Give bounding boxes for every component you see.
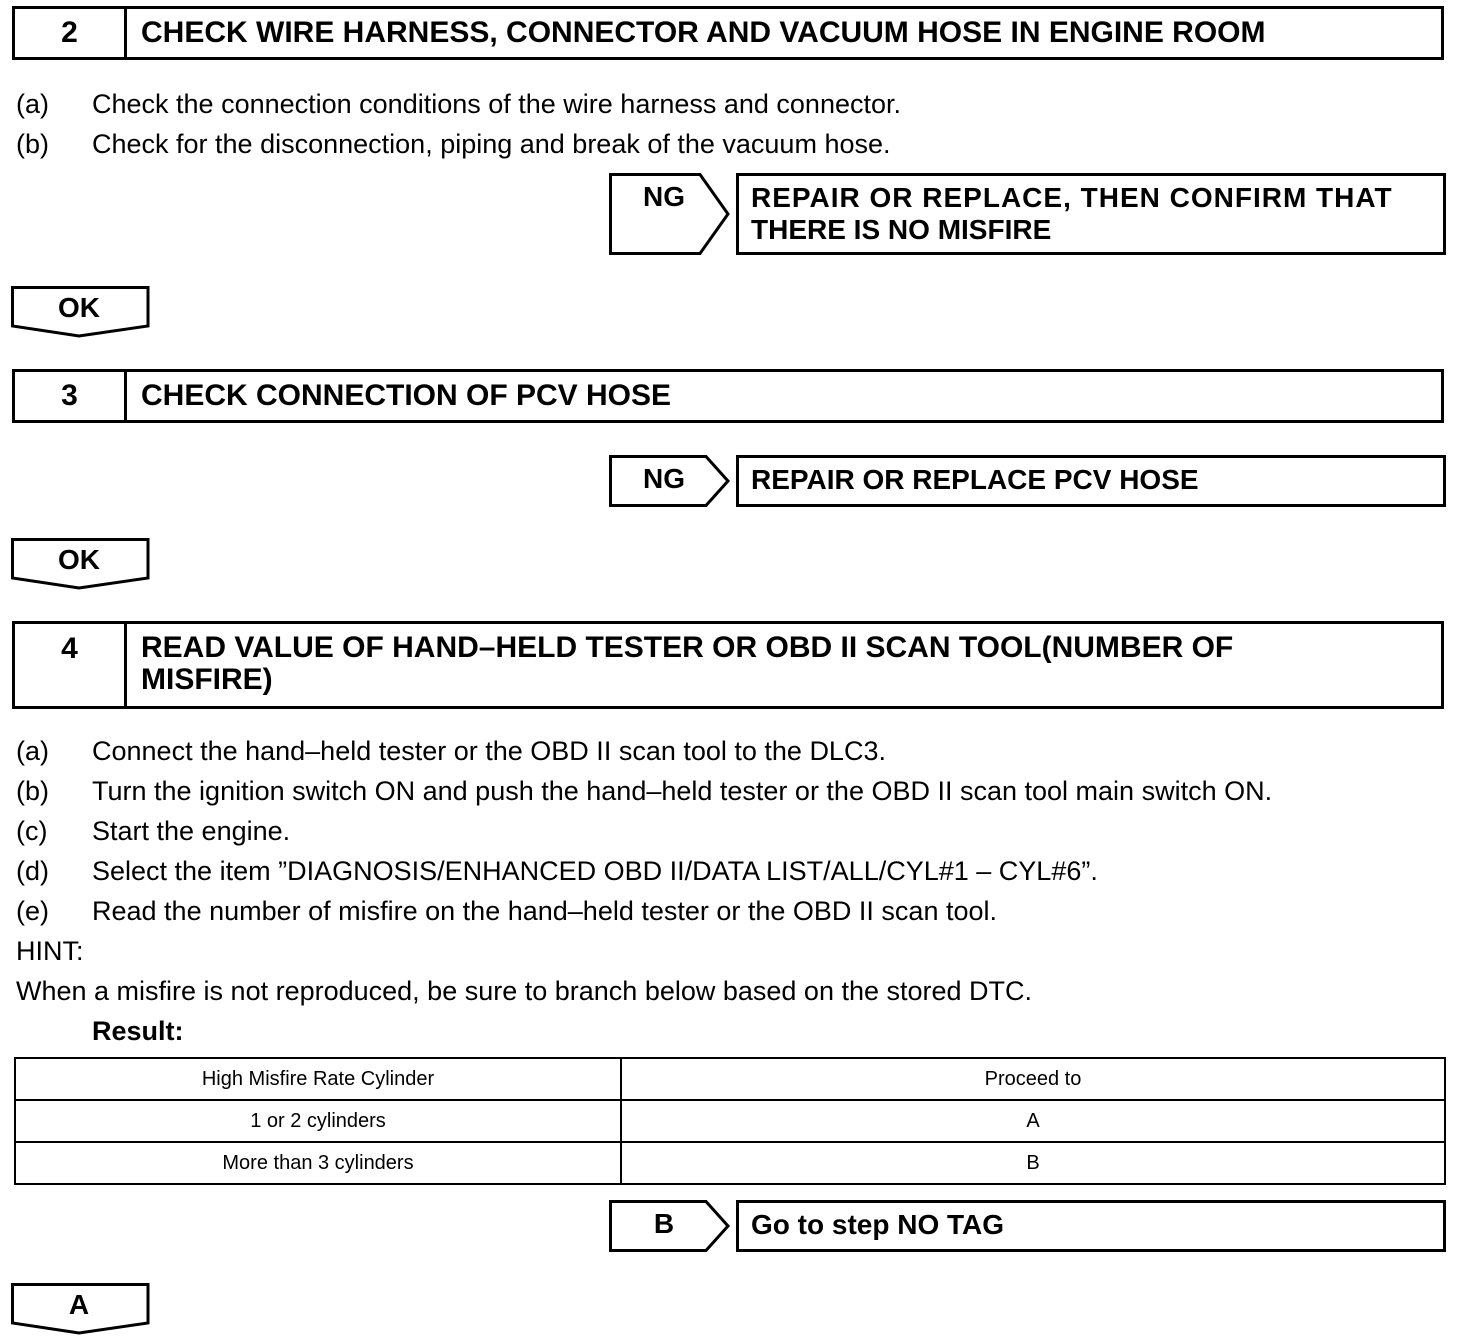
ng-branch-arrow	[609, 455, 731, 535]
step-number: 3	[15, 372, 127, 420]
result-label: Result:	[92, 1016, 184, 1046]
step-4-header	[12, 621, 1444, 709]
a-branch-arrow	[11, 1283, 151, 1335]
ok-branch-arrow	[11, 538, 151, 590]
ng-branch-arrow	[609, 173, 731, 253]
table-cell: 1 or 2 cylinders	[15, 1100, 621, 1142]
instruction-item	[16, 129, 891, 159]
ng-label: NG	[643, 181, 685, 212]
item-label: (b)	[16, 776, 49, 806]
item-text: Check the connection conditions of the wire harness and connector.	[92, 89, 901, 119]
instruction-item	[16, 736, 886, 766]
b-branch-arrow	[609, 1200, 731, 1280]
ng-result-line: REPAIR OR REPLACE PCV HOSE	[751, 464, 1199, 495]
a-label: A	[68, 1289, 90, 1320]
table-row	[15, 1100, 1445, 1142]
hint-label: HINT:	[16, 936, 84, 966]
item-text: Read the number of misfire on the hand–held tester or the OBD II scan tool.	[92, 896, 998, 926]
item-label: (d)	[16, 856, 49, 886]
step-title-line: READ VALUE OF HAND–HELD TESTER OR OBD II SCAN TOOL(NUMBER OF	[141, 631, 1234, 664]
item-text: Turn the ignition switch ON and push the hand–held tester or the OBD II scan tool main switch ON.	[92, 776, 1273, 806]
table-cell: B	[621, 1142, 1445, 1184]
ng-label: NG	[643, 463, 685, 494]
ok-label: OK	[58, 292, 100, 323]
ng-result-box	[736, 173, 1446, 255]
step-number: 2	[15, 9, 127, 57]
ok-label: OK	[58, 544, 100, 575]
b-label: B	[653, 1208, 675, 1239]
item-label: (a)	[16, 736, 49, 766]
item-label: (a)	[16, 89, 49, 119]
hint-text: When a misfire is not reproduced, be sure to branch below based on the stored DTC.	[16, 976, 1033, 1006]
instruction-item	[16, 89, 901, 119]
step-number: 4	[15, 624, 127, 706]
instruction-item	[16, 896, 997, 926]
table-header-cell: High Misfire Rate Cylinder	[15, 1058, 621, 1100]
step-2-header	[12, 6, 1444, 60]
table-header-cell: Proceed to	[621, 1058, 1445, 1100]
step-3-header	[12, 369, 1444, 423]
step-title	[141, 632, 1431, 696]
step-title: CHECK WIRE HARNESS, CONNECTOR AND VACUUM HOSE IN ENGINE ROOM	[141, 16, 1266, 49]
item-label: (c)	[16, 816, 48, 846]
ng-result-box	[736, 455, 1446, 507]
instruction-item	[16, 816, 290, 846]
instruction-item	[16, 856, 1098, 886]
table-header-row	[15, 1058, 1445, 1100]
item-label: (b)	[16, 129, 49, 159]
b-result-box	[736, 1200, 1446, 1252]
result-table	[14, 1057, 1446, 1185]
item-text: Check for the disconnection, piping and break of the vacuum hose.	[92, 129, 891, 159]
ng-result-line: THERE IS NO MISFIRE	[751, 214, 1052, 245]
item-text: Select the item ”DIAGNOSIS/ENHANCED OBD II/DATA LIST/ALL/CYL#1 – CYL#6”.	[92, 856, 1098, 886]
ok-branch-arrow	[11, 286, 151, 338]
item-text: Start the engine.	[92, 816, 291, 846]
step-title-line: MISFIRE)	[141, 663, 273, 696]
ng-result-line: REPAIR OR REPLACE, THEN CONFIRM THAT	[751, 182, 1393, 213]
item-label: (e)	[16, 896, 49, 926]
b-result-text: Go to step NO TAG	[751, 1209, 1005, 1240]
table-cell: A	[621, 1100, 1445, 1142]
item-text: Connect the hand–held tester or the OBD II scan tool to the DLC3.	[92, 736, 886, 766]
instruction-item	[16, 776, 1272, 806]
table-cell: More than 3 cylinders	[15, 1142, 621, 1184]
step-title: CHECK CONNECTION OF PCV HOSE	[141, 379, 672, 412]
table-row	[15, 1142, 1445, 1184]
